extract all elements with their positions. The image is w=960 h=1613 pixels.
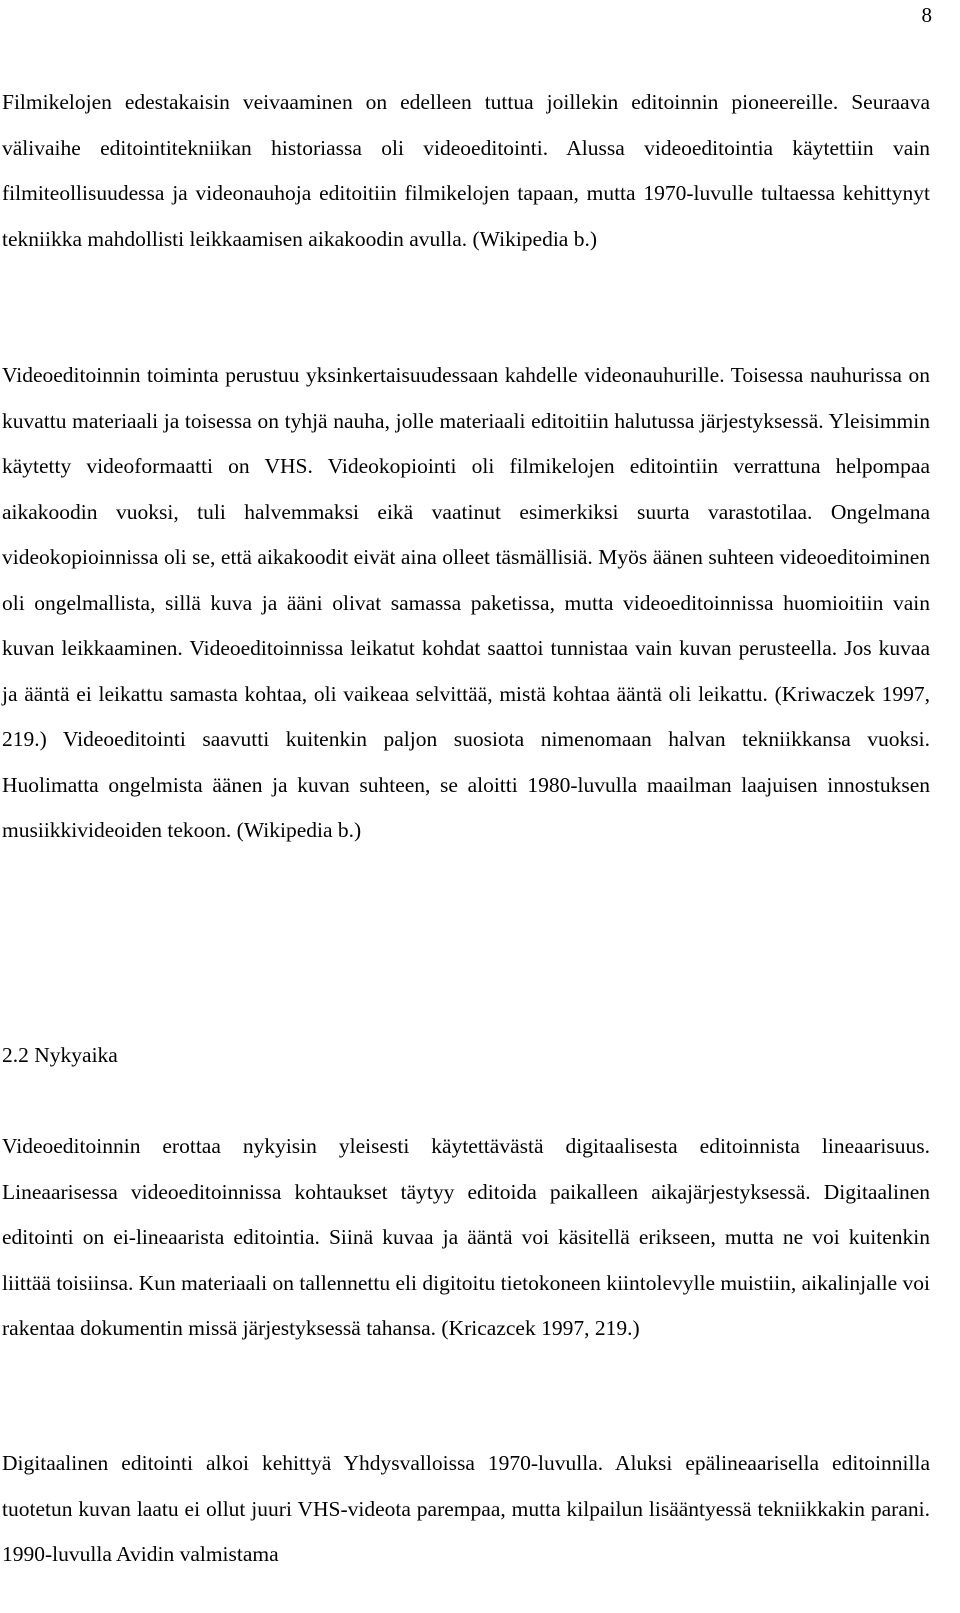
paragraph-video-editing-history: Filmikelojen edestakaisin veivaaminen on edelleen tuttua joillekin editoinnin pioneereille. Seuraava välivaihe editointitekniikan historiassa oli videoeditointi. Alussa videoeditointia käytettiin vain filmiteollisuudessa ja videonauhoja editoitiin filmikelojen tapaan, mutta 1970-luvulle tultaessa kehittynyt tekniikka mahdollisti leikkaamisen aikakoodin avulla. (Wikipedia b.) [2, 90, 930, 251]
page-number: 8 [921, 3, 932, 27]
paragraph-digital-editing-development: Digitaalinen editointi alkoi kehittyä Yhdysvalloissa 1970-luvulla. Aluksi epälineaarisella editoinnilla tuotetun kuvan laatu ei ollut juuri VHS-videota parempaa, mutta kilpailun lisääntyessä tekniikkakin parani. 1990-luvulla Avidin valmistama [2, 1451, 930, 1566]
paragraph-linear-vs-digital: Videoeditoinnin erottaa nykyisin yleisesti käytettävästä digitaalisesta editoinnista lineaarisuus. Lineaarisessa videoeditoinnissa kohtaukset täytyy editoida paikalleen aikajärjestyksessä. Digitaalinen editointi on ei-lineaarista editointia. Siinä kuvaa ja ääntä voi käsitellä erikseen, mutta ne voi kuitenkin liittää toisiinsa. Kun materiaali on tallennettu eli digitoitu tietokoneen kiintolevylle muistiin, aikalinjalle voi rakentaa dokumentin missä järjestyksessä tahansa. (Kricazcek 1997, 219.) [2, 1134, 930, 1340]
section-heading: 2.2 Nykyaika [2, 1043, 118, 1067]
paragraph-video-editing-operation: Videoeditoinnin toiminta perustuu yksinkertaisuudessaan kahdelle videonauhurille. Toisessa nauhurissa on kuvattu materiaali ja toisessa on tyhjä nauha, jolle materiaali editoitiin halutussa järjestyksessä. Yleisimmin käytetty videoformaatti on VHS. Videokopiointi oli filmikelojen editointiin verrattuna helpompaa aikakoodin vuoksi, tuli halvemmaksi eikä vaatinut esimerkiksi suurta varastotilaa. Ongelmana videokopioinnissa oli se, että aikakoodit eivät aina olleet täsmällisiä. Myös äänen suhteen videoeditoiminen oli ongelmallista, sillä kuva ja ääni olivat samassa paketissa, mutta videoeditoinnissa huomioitiin vain kuvan leikkaaminen. Videoeditoinnissa leikatut kohdat saattoi tunnistaa vain kuvan perusteella. Jos kuvaa ja ääntä ei leikattu samasta kohtaa, oli vaikeaa selvittää, mistä kohtaa ääntä oli leikattu. (Kriwaczek 1997, 219.) Videoeditointi saavutti kuitenkin paljon suosiota nimenomaan halvan tekniikkansa vuoksi. Huolimatta ongelmista äänen ja kuvan suhteen, se aloitti 1980-luvulla maailman laajuisen innostuksen musiikkivideoiden tekoon. (Wikipedia b.) [2, 363, 930, 842]
